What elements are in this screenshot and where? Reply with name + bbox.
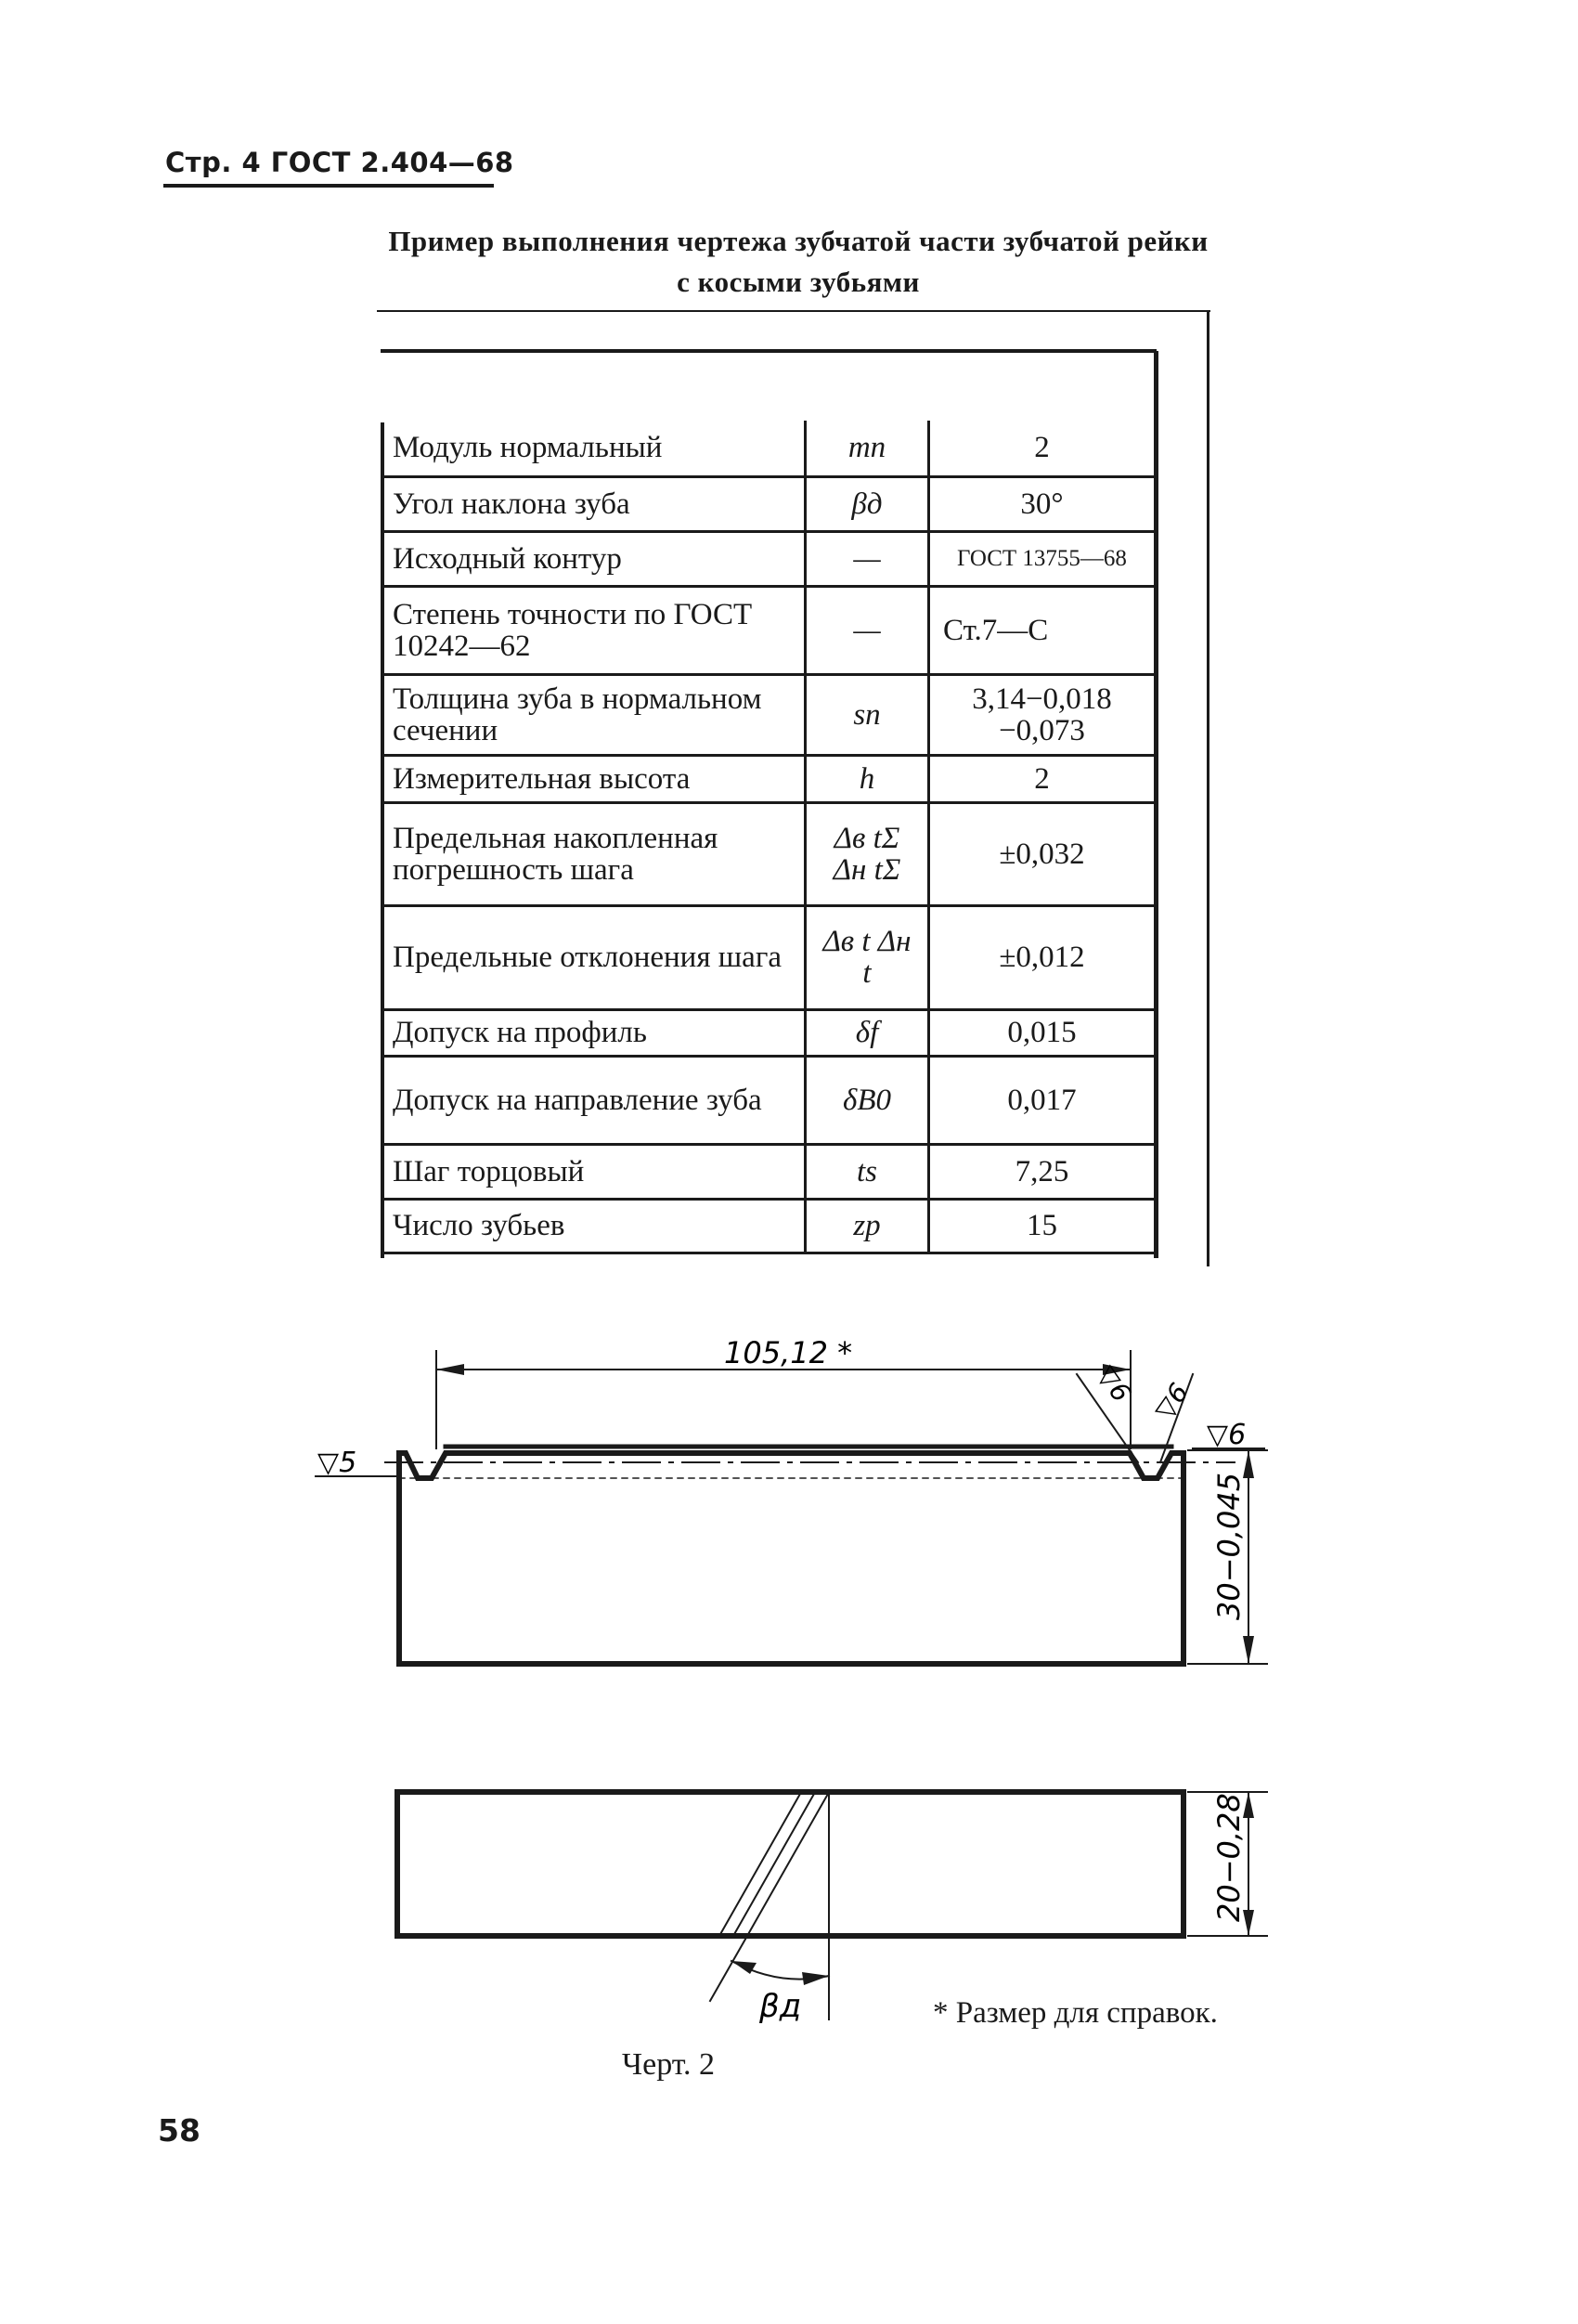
- param-name: Число зубьев: [393, 1209, 565, 1242]
- param-value: 2: [1034, 431, 1050, 465]
- param-symbol: —: [806, 531, 929, 586]
- dim-arrow: [802, 1972, 829, 1985]
- dim-arrow: [436, 1364, 464, 1375]
- angle-label: βд: [759, 1988, 802, 2025]
- param-value: 7,25: [1015, 1154, 1069, 1188]
- roughness-6a-label: ▽6: [1091, 1359, 1137, 1408]
- param-name: Степень точности по ГОСТ 10242—62: [393, 597, 753, 663]
- param-name: Измерительная высота: [393, 761, 691, 796]
- param-symbol: ts: [806, 1144, 929, 1199]
- param-name: Угол наклона зуба: [393, 487, 630, 521]
- param-value: 3,14−0,018 −0,073: [972, 682, 1112, 747]
- dim-width-label: 20−0,28: [1211, 1793, 1247, 1922]
- param-value: Ст.7—С: [943, 613, 1049, 647]
- param-value: 15: [1027, 1209, 1057, 1242]
- param-value: ±0,012: [999, 941, 1085, 974]
- param-symbol: δB0: [806, 1056, 929, 1144]
- page-header: Стр. 4 ГОСТ 2.404—68: [165, 147, 514, 178]
- param-symbol: mn: [806, 421, 929, 476]
- dim-arrow: [1243, 1636, 1254, 1664]
- param-symbol: h: [806, 755, 929, 802]
- param-value: 0,015: [1007, 1016, 1077, 1049]
- param-value: 2: [1034, 761, 1050, 796]
- param-symbol: sn: [806, 674, 929, 755]
- dim-arrow: [731, 1961, 757, 1974]
- param-name: Толщина зуба в нормальном сечении: [393, 682, 762, 747]
- dim-height-label: 30−0,045: [1211, 1472, 1247, 1620]
- tooth-line: [733, 1794, 814, 1936]
- param-name: Предельные отклонения шага: [393, 941, 783, 974]
- param-value: ГОСТ 13755—68: [957, 545, 1127, 571]
- param-value: 0,017: [1007, 1083, 1077, 1117]
- param-name: Предельная накопленная погрешность шага: [393, 821, 718, 887]
- page-number: 58: [158, 2112, 200, 2149]
- rack-front-outline: [399, 1453, 1184, 1664]
- param-name: Исходный контур: [393, 541, 622, 576]
- angle-helix-extension: [710, 1936, 747, 2001]
- param-symbol: zp: [806, 1199, 929, 1253]
- param-symbol: —: [806, 586, 929, 674]
- param-symbol: Δв t Δн t: [806, 905, 929, 1009]
- figure-caption: Черт. 2: [622, 2047, 716, 2082]
- param-name: Шаг торцовый: [393, 1154, 585, 1188]
- param-name: Модуль нормальный: [393, 431, 663, 465]
- title-line-2: с косыми зубьями: [677, 266, 920, 298]
- title-line-1: Пример выполнения чертежа зубчатой части зубчатой рейки: [388, 225, 1209, 257]
- param-symbol: Δв tΣ Δн tΣ: [806, 802, 929, 905]
- param-name: Допуск на направление зуба: [393, 1083, 762, 1117]
- param-symbol: βд: [806, 476, 929, 531]
- roughness-6b-label: ▽6: [1148, 1377, 1195, 1425]
- param-value: 30°: [1020, 487, 1064, 521]
- reference-note: * Размер для справок.: [933, 1996, 1218, 2030]
- roughness-5-label: ▽5: [317, 1447, 357, 1479]
- param-symbol: δf: [806, 1009, 929, 1056]
- dim-length-label: 105,12 *: [724, 1335, 853, 1370]
- rack-plan-outline: [397, 1792, 1184, 1936]
- param-value: ±0,032: [999, 837, 1085, 871]
- roughness-6c-label: ▽6: [1207, 1419, 1247, 1451]
- param-name: Допуск на профиль: [393, 1016, 647, 1049]
